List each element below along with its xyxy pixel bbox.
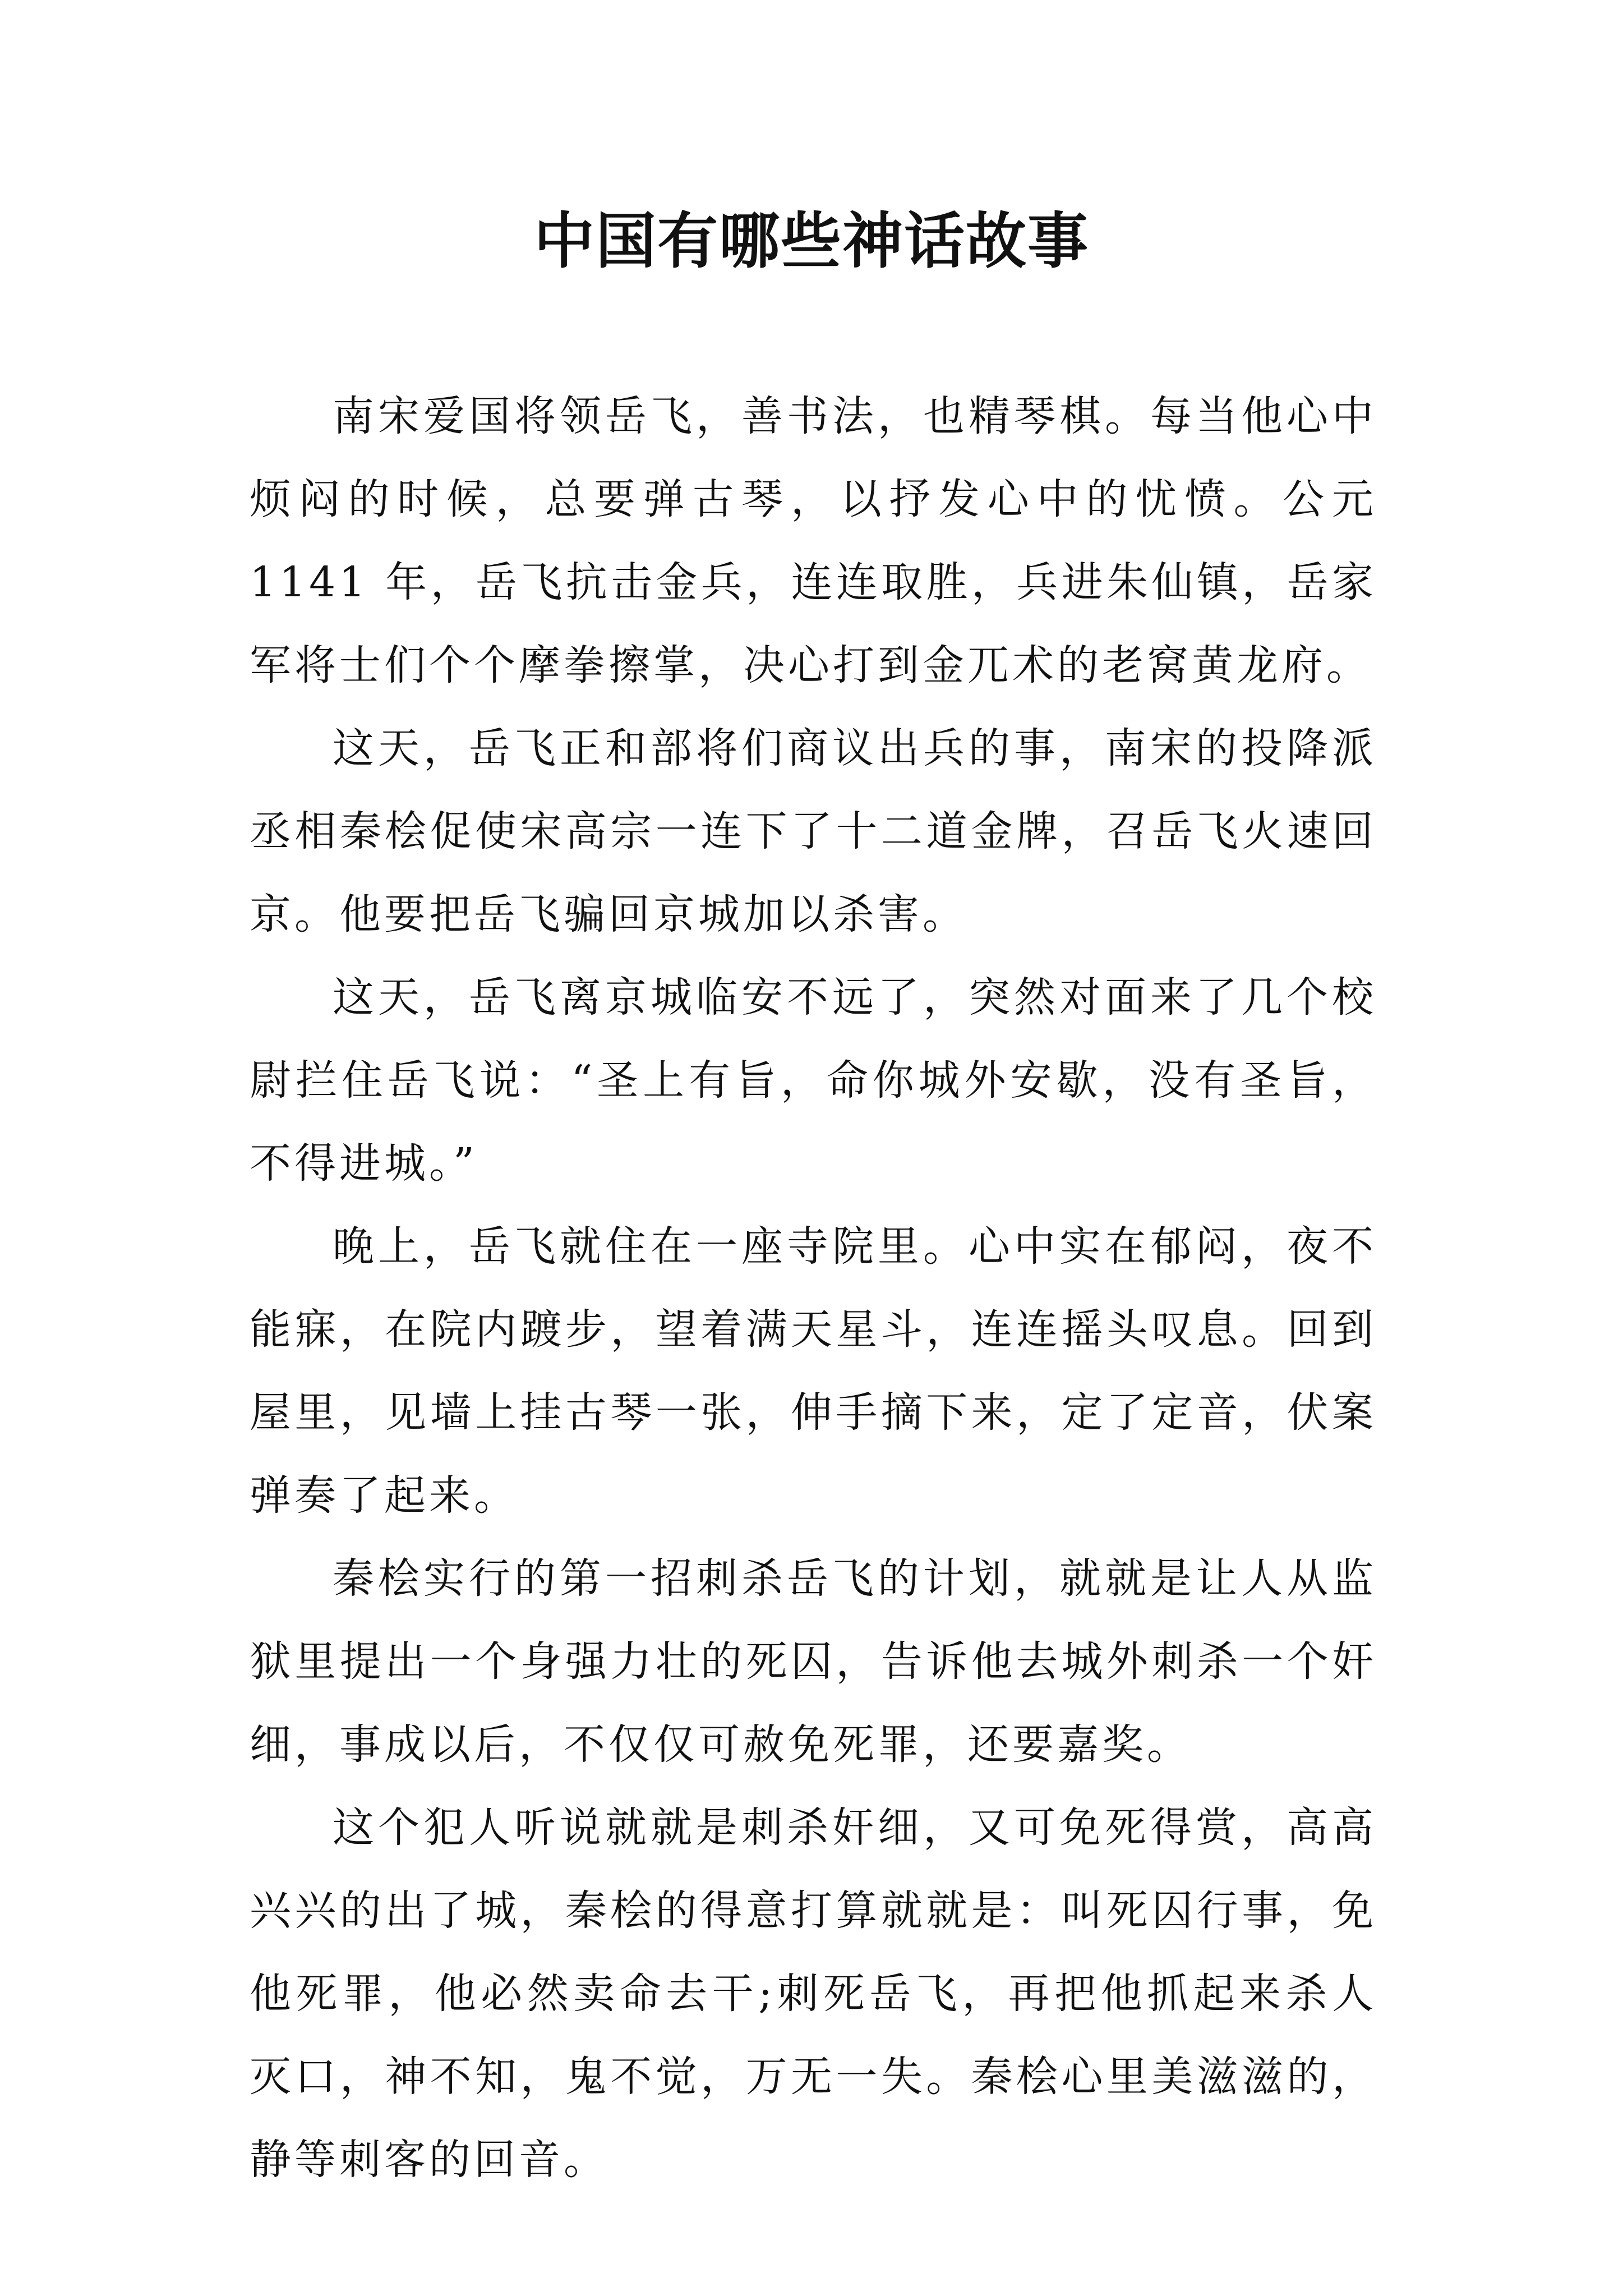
paragraph: 晚上，岳飞就住在一座寺院里。心中实在郁闷，夜不能寐，在院内踱步，望着满天星斗，连连摇头叹息。回到屋里，见墙上挂古琴一张，伸手摘下来，定了定音，伏案弹奏了起来。 <box>250 1222 1377 1520</box>
paragraph: 这天，岳飞正和部将们商议出兵的事，南宋的投降派丞相秦桧促使宋高宗一连下了十二道金牌，召岳飞火速回京。他要把岳飞骗回京城加以杀害。 <box>250 724 1377 938</box>
paragraph: 这天，岳飞离京城临安不远了，突然对面来了几个校尉拦住岳飞说：“圣上有旨，命你城外安歇，没有圣旨，不得进城。” <box>250 973 1377 1188</box>
paragraph: 这个犯人听说就就是刺杀奸细，又可免死得赏，高高兴兴的出了城，秦桧的得意打算就就是：叫死囚行事，免他死罪，他必然卖命去干;刺死岳飞，再把他抓起来杀人灭口，神不知，鬼不觉，万无一失。秦桧心里美滋滋的，静等刺客的回音。 <box>250 1803 1377 2184</box>
paragraph: 南宋爱国将领岳飞，善书法，也精琴棋。每当他心中烦闷的时候，总要弹古琴，以抒发心中的忧愤。公元 1141 年，岳飞抗击金兵，连连取胜，兵进朱仙镇，岳家军将士们个个摩拳擦掌，决心打到金兀术的老窝黄龙府。 <box>250 392 1377 689</box>
paragraph: 秦桧实行的第一招刺杀岳飞的计划，就就是让人从监狱里提出一个身强力壮的死囚，告诉他去城外刺杀一个奸细，事成以后，不仅仅可赦免死罪，还要嘉奖。 <box>250 1554 1377 1769</box>
document-body <box>250 375 1377 2201</box>
document-title: 中国有哪些神话故事 <box>533 206 1089 277</box>
